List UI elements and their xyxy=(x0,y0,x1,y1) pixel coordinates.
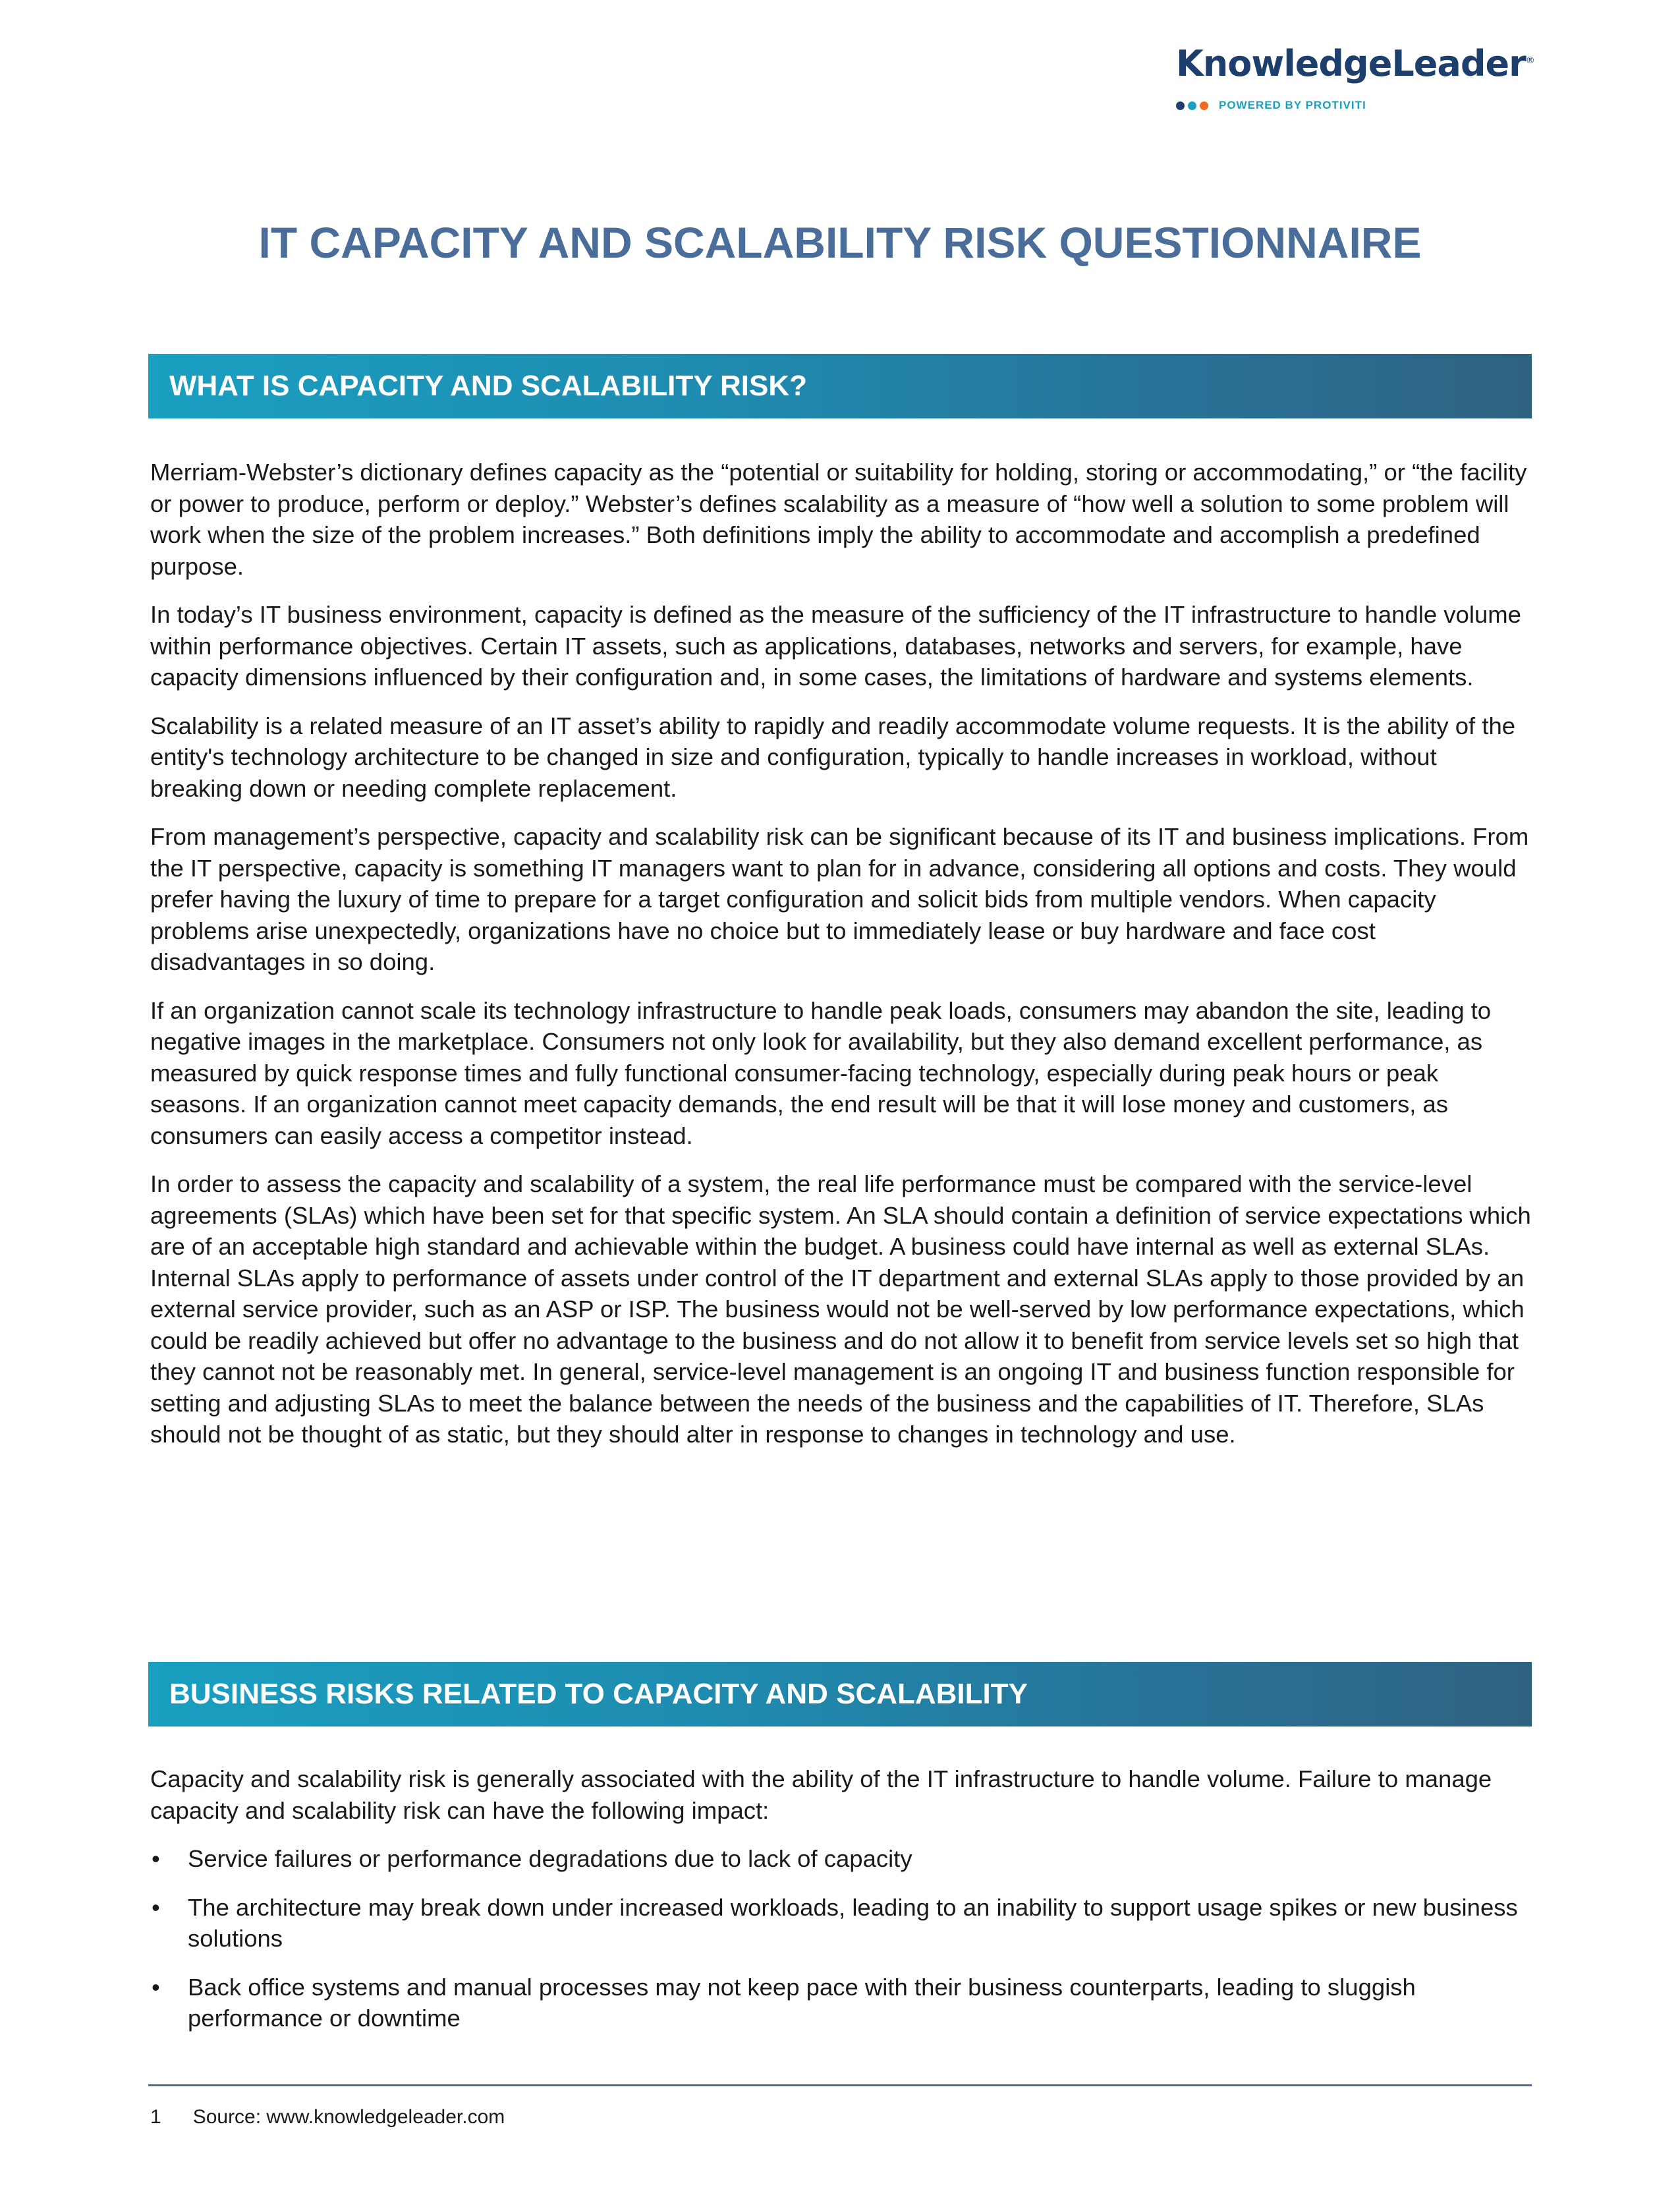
list-item-text: Service failures or performance degradations due to lack of capacity xyxy=(188,1845,912,1872)
section-heading: BUSINESS RISKS RELATED TO CAPACITY AND SCALABILITY xyxy=(169,1678,1028,1710)
source-note: Source: www.knowledgeleader.com xyxy=(192,2106,505,2128)
bullet-icon: • xyxy=(152,1973,160,2001)
brand-dot-icon xyxy=(1176,101,1185,110)
list-item xyxy=(150,1972,1534,2034)
paragraph: From management’s perspective, capacity and scalability risk can be significant because of its IT and business implications. From the IT perspective, capacity is something IT managers want to plan for in advance, considering all options and costs. They would prefer having the luxury of time to prepare for a target configuration and solicit bids from multiple vendors. When capacity problems arise unexpectedly, organizations have no choice but to immediately lease or buy hardware and face cost disadvantages in so doing. xyxy=(150,823,1529,975)
section-heading: WHAT IS CAPACITY AND SCALABILITY RISK? xyxy=(169,370,807,402)
brand-tagline: POWERED BY PROTIVITI xyxy=(1219,99,1366,111)
section-heading-bar xyxy=(148,1662,1532,1726)
bullet-icon: • xyxy=(152,1893,160,1921)
brand-logo xyxy=(1176,43,1534,112)
paragraph: In order to assess the capacity and scalability of a system, the real life performance must be compared with the service-level agreements (SLAs) which have been set for that specific system. An SLA should contain a definition of service expectations which are of an acceptable high standard and achievable within the budget. A business could have internal as well as external SLAs. Internal SLAs apply to performance of assets under control of the IT department and external SLAs apply to those provided by an external service provider, such as an ASP or ISP. The business would not be well-served by low performance expectations, which could be readily achieved but offer no advantage to the business and do not allow it to benefit from service levels set so high that they cannot not be reasonably met. In general, service-level management is an ongoing IT and business function responsible for setting and adjusting SLAs to meet the balance between the needs of the business and the capabilities of IT. Therefore, SLAs should not be thought of as static, but they should alter in response to changes in technology and use. xyxy=(150,1170,1531,1448)
bullet-icon: • xyxy=(152,1845,160,1872)
registered-mark: ® xyxy=(1525,55,1534,66)
section-body xyxy=(150,1763,1534,2051)
list-item xyxy=(150,1892,1534,1954)
brand-dot-icon xyxy=(1188,101,1196,110)
brand-dot-icon xyxy=(1200,101,1208,110)
list-item-text: The architecture may break down under increased workloads, leading to an inability to support usage spikes or new business solutions xyxy=(188,1893,1518,1952)
section-heading-bar xyxy=(148,354,1532,418)
footer-divider xyxy=(148,2084,1532,2086)
list-item-text: Back office systems and manual processes may not keep pace with their business counterparts, leading to sluggish performance or downtime xyxy=(188,1973,1416,2032)
paragraph: Capacity and scalability risk is generally associated with the ability of the IT infrastructure to handle volume. Failure to manage capacity and scalability risk can have the following impact: xyxy=(150,1765,1492,1824)
paragraph: If an organization cannot scale its technology infrastructure to handle peak loads, consumers may abandon the site, leading to negative images in the marketplace. Consumers not only look for availability, but they also demand excellent performance, as measured by quick response times and fully functional consumer-facing technology, especially during peak hours or peak seasons. If an organization cannot meet capacity demands, the end result will be that it will lose money and customers, as consumers can easily access a competitor instead. xyxy=(150,996,1492,1149)
brand-name: KnowledgeLeader xyxy=(1176,43,1526,84)
paragraph: Merriam-Webster’s dictionary defines capacity as the “potential or suitability for holding, storing or accommodating,” or “the facility or power to produce, perform or deploy.” Webster’s defines scalability as a measure of “how well a solution to some problem will work when the size of the problem increases.” Both definitions imply the ability to accommodate and accomplish a predefined purpose. xyxy=(150,459,1527,580)
list-item xyxy=(150,1843,1534,1875)
brand-tagline-row xyxy=(1176,99,1519,112)
bullet-list xyxy=(150,1843,1534,2034)
brand-wordmark xyxy=(1176,43,1534,84)
page-footer xyxy=(150,2106,505,2128)
paragraph: Scalability is a related measure of an IT asset’s ability to rapidly and readily accommodate volume requests. It is the ability of the entity's technology architecture to be changed in size and configuration, typically to handle increases in workload, without breaking down or needing complete replacement. xyxy=(150,712,1516,802)
page-number: 1 xyxy=(150,2106,161,2128)
paragraph: In today’s IT business environment, capacity is defined as the measure of the sufficiency of the IT infrastructure to handle volume within performance objectives. Certain IT assets, such as applications, databases, networks and servers, for example, have capacity dimensions influenced by their configuration and, in some cases, the limitations of hardware and systems elements. xyxy=(150,601,1521,691)
brand-dots-icon xyxy=(1176,101,1208,110)
section-body xyxy=(150,457,1534,1468)
document-title: IT CAPACITY AND SCALABILITY RISK QUESTIONNAIRE xyxy=(258,218,1422,267)
